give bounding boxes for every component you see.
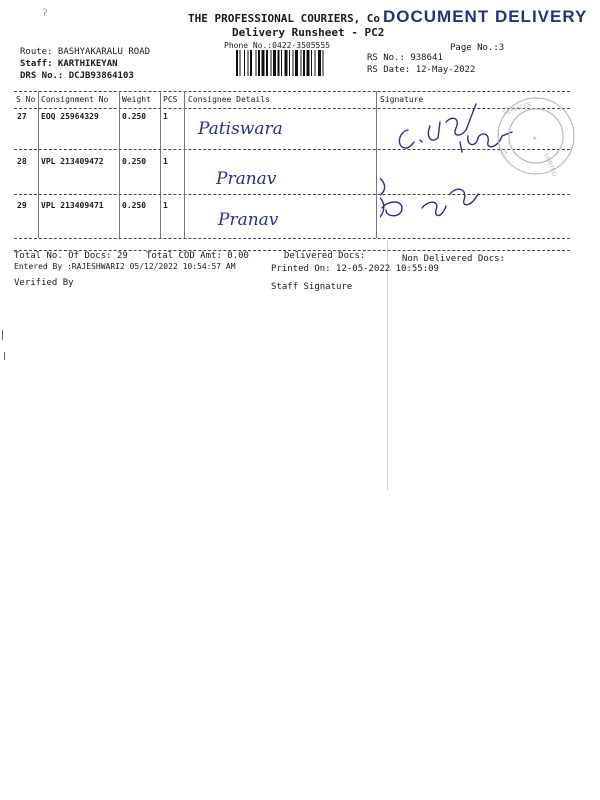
non-delivered-docs: Non Delivered Docs: <box>402 254 505 264</box>
row-pcs: 1 <box>163 201 168 210</box>
col-header-pcs: PCS <box>163 95 178 104</box>
rs-date: RS Date: 12-May-2022 <box>367 65 476 75</box>
svg-text:LIMITED: LIMITED <box>542 152 558 178</box>
col-header-consignment: Consignment No <box>41 95 109 104</box>
column-divider <box>119 91 120 238</box>
row-sno: 27 <box>17 112 27 121</box>
col-header-signature: Signature <box>380 95 424 104</box>
runsheet-title: Delivery Runsheet - PC2 <box>232 26 385 39</box>
delivered-docs: Delivered Docs: <box>284 251 366 261</box>
total-cod-amount: Total COD Amt: 0.00 <box>146 251 249 261</box>
printed-on: Printed On: 12-05-2022 10:55:09 <box>271 264 439 274</box>
row-consignee-name: Pranav <box>218 210 279 230</box>
scan-mark: ʔ <box>42 8 49 19</box>
svg-text:PVT: PVT <box>495 146 509 159</box>
staff-signature-label: Staff Signature <box>271 282 353 292</box>
column-divider <box>184 91 185 238</box>
verified-by-label: Verified By <box>14 278 74 288</box>
row-consignment-no: VPL 213409471 <box>41 201 104 210</box>
phone-number: Phone No.:0422-3505555 <box>224 41 330 50</box>
company-name: THE PROFESSIONAL COURIERS, Co <box>188 12 381 25</box>
svg-text:★: ★ <box>532 135 538 142</box>
row-sno: 28 <box>17 157 27 166</box>
row-weight: 0.250 <box>122 112 147 121</box>
column-divider <box>38 91 39 238</box>
scan-line <box>387 240 388 490</box>
svg-text:SERVICES: SERVICES <box>502 101 533 117</box>
document-delivery-stamp: DOCUMENT DELIVERY <box>383 7 588 26</box>
col-header-sno: S No <box>16 95 36 104</box>
row-pcs: 1 <box>163 157 168 166</box>
row-consignee-name: Pranav <box>216 169 277 189</box>
row-pcs: 1 <box>163 112 168 121</box>
scan-mark <box>2 330 3 340</box>
column-divider <box>376 91 377 238</box>
column-divider <box>160 91 161 238</box>
drs-number: DRS No.: DCJB93864103 <box>20 71 134 81</box>
row-sno: 29 <box>17 201 27 210</box>
row-consignment-no: EOQ 25964329 <box>41 112 99 121</box>
table-top-rule <box>14 91 570 92</box>
company-seal-stamp <box>494 94 578 180</box>
page-number: Page No.:3 <box>450 43 505 53</box>
rs-number: RS No.: 938641 <box>367 53 443 63</box>
row-consignment-no: VPL 213409472 <box>41 157 104 166</box>
scan-mark <box>4 352 5 360</box>
row-consignee-name: Patiswara <box>198 119 283 139</box>
entered-by: Entered By :RAJESHWARI2 05/12/2022 10:54:57 AM <box>14 262 236 271</box>
staff-label: Staff: KARTHIKEYAN <box>20 59 118 69</box>
route-label: Route: BASHYAKARALU ROAD <box>20 47 151 57</box>
total-docs: Total No. Of Docs: 29 <box>14 251 128 261</box>
barcode <box>236 50 360 76</box>
row-weight: 0.250 <box>122 201 147 210</box>
col-header-consignee: Consignee Details <box>188 95 270 104</box>
row-weight: 0.250 <box>122 157 147 166</box>
col-header-weight: Weight <box>122 95 151 104</box>
